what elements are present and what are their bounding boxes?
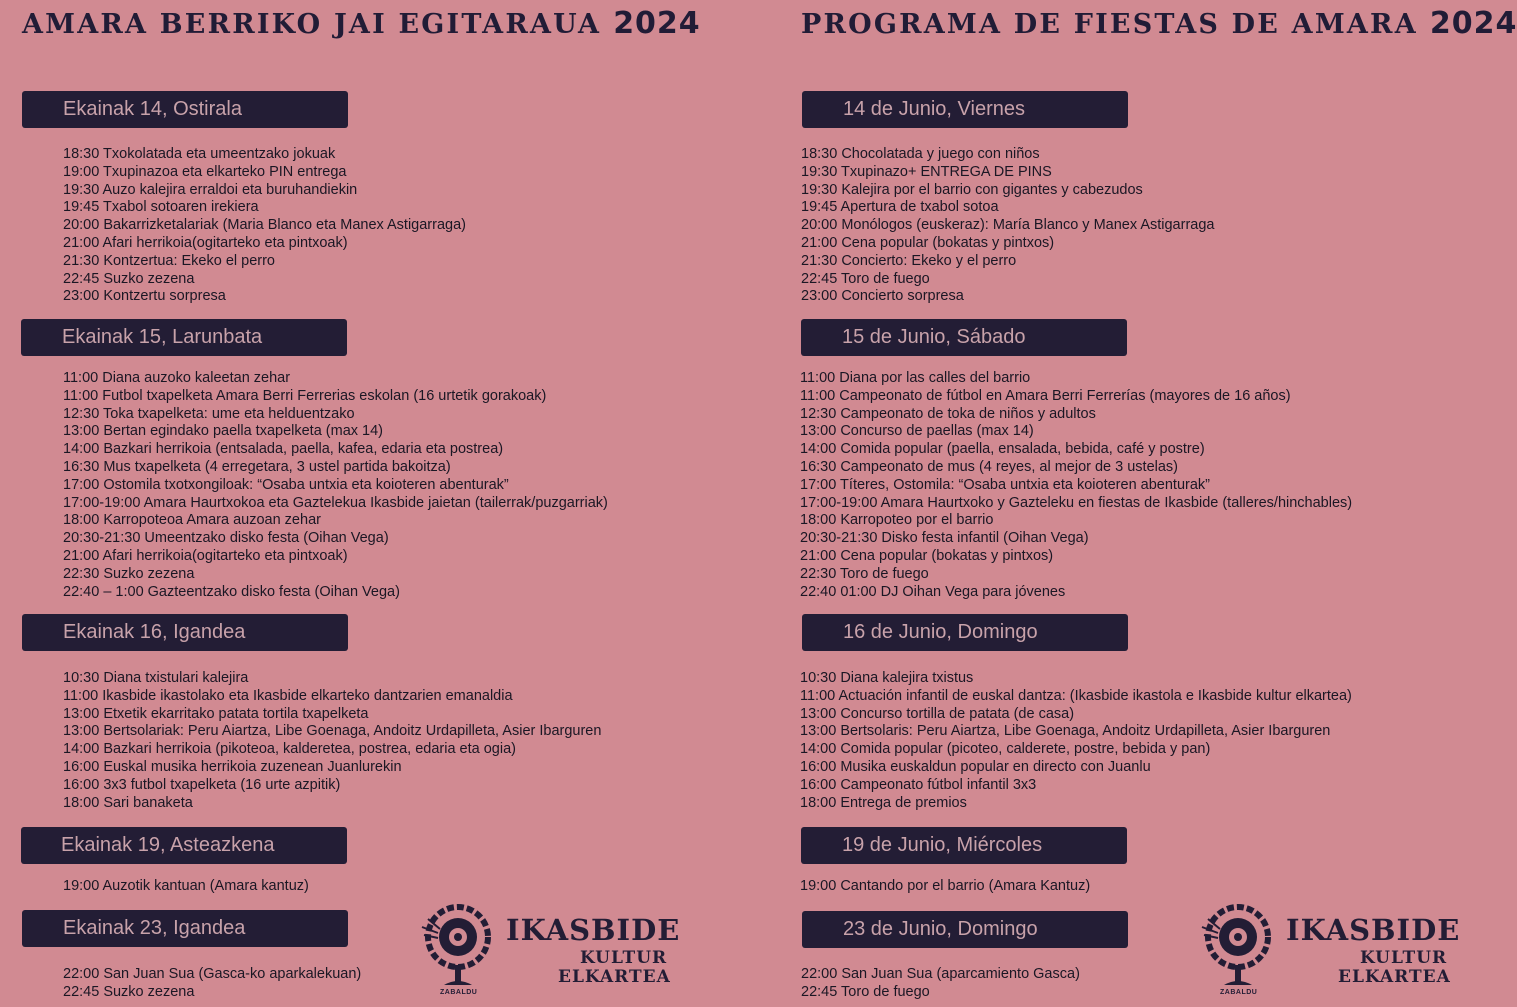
event-item: 12:30 Toka txapelketa: ume eta helduentzako	[63, 405, 355, 422]
event-item: 17:00-19:00 Amara Haurtxokoa eta Gaztelekua Ikasbide jaietan (tailerrak/puzgarriak)	[63, 494, 608, 511]
event-item: 17:00-19:00 Amara Haurtxoko y Gazteleku en fiestas de Ikasbide (talleres/hinchables)	[800, 494, 1353, 511]
event-item: 13:00 Concurso de paellas (max 14)	[800, 423, 1034, 440]
event-list	[63, 670, 601, 812]
program-year: 2024	[1429, 6, 1517, 41]
event-item: 19:00 Auzotik kantuan (Amara kantuz)	[63, 878, 309, 894]
event-item: 22:40 – 1:00 Gazteentzako disko festa (Oihan Vega)	[63, 583, 400, 600]
event-item: 19:45 Apertura de txabol sotoa	[801, 199, 999, 216]
logo-name-line2: KULTUR	[1360, 948, 1448, 968]
day-header: 23 de Junio, Domingo	[802, 911, 1128, 948]
day-header: 16 de Junio, Domingo	[802, 614, 1128, 651]
event-item: 21:30 Kontzertua: Ekeko el perro	[63, 252, 275, 269]
event-item: 20:30-21:30 Umeentzako disko festa (Oihan Vega)	[63, 530, 389, 547]
event-item: 18:00 Entrega de premios	[800, 794, 967, 811]
logo-name-line3: ELKARTEA	[558, 967, 671, 987]
fan-tree-emblem-icon	[420, 905, 495, 991]
event-item: 16:30 Mus txapelketa (4 erregetara, 3 ustel partida bakoitza)	[63, 458, 451, 475]
day-header: Ekainak 15, Larunbata	[21, 319, 347, 356]
event-item: 20:30-21:30 Disko festa infantil (Oihan Vega)	[800, 530, 1089, 547]
event-list	[63, 370, 608, 601]
event-item: 13:00 Concurso tortilla de patata (de casa)	[800, 705, 1075, 722]
event-list	[801, 146, 1214, 306]
event-item: 23:00 Kontzertu sorpresa	[63, 288, 226, 305]
event-item: 14:00 Comida popular (paella, ensalada, bebida, café y postre)	[800, 441, 1205, 458]
event-item: 23:00 Concierto sorpresa	[801, 288, 964, 305]
event-item: 13:00 Etxetik ekarritako patata tortila txapelketa	[63, 705, 369, 722]
event-item: 12:30 Campeonato de toka de niños y adultos	[800, 405, 1096, 422]
event-item: 14:00 Bazkari herrikoia (entsalada, paella, kafea, edaria eta postrea)	[63, 441, 504, 458]
fan-tree-emblem-icon	[1200, 905, 1275, 991]
event-item: 19:00 Txupinazoa eta elkarteko PIN entrega	[63, 163, 347, 180]
event-item: 16:00 Euskal musika herrikoia zuzenean Juanlurekin	[63, 758, 402, 775]
event-item: 18:00 Karropoteoa Amara auzoan zehar	[63, 512, 321, 529]
event-item: 20:00 Bakarrizketalariak (Maria Blanco eta Manex Astigarraga)	[63, 217, 466, 234]
event-item: 16:00 Musika euskaldun popular en directo con Juanlu	[800, 758, 1151, 775]
logo-name-line2: KULTUR	[580, 948, 668, 968]
event-item: 22:40 01:00 DJ Oihan Vega para jóvenes	[800, 583, 1066, 600]
event-item: 18:30 Txokolatada eta umeentzako jokuak	[63, 146, 336, 162]
event-item: 13:00 Bertsolariak: Peru Aiartza, Libe Goenaga, Andoitz Urdapilleta, Asier Ibarguren	[63, 723, 602, 740]
event-item: 18:00 Sari banaketa	[63, 794, 193, 811]
spanish-program-column	[780, 0, 1517, 1007]
event-list	[801, 966, 1080, 1002]
emblem-caption: ZABALDU	[440, 989, 478, 996]
event-item: 14:00 Bazkari herrikoia (pikoteoa, kalderetea, postrea, edaria eta ogia)	[63, 741, 516, 758]
event-item: 19:00 Cantando por el barrio (Amara Kantuz)	[800, 878, 1091, 894]
event-item: 10:30 Diana txistulari kalejira	[63, 670, 249, 686]
day-header: 19 de Junio, Miércoles	[801, 827, 1127, 864]
event-item: 21:00 Cena popular (bokatas y pintxos)	[800, 547, 1054, 564]
event-item: 19:30 Auzo kalejira erraldoi eta buruhandiekin	[63, 181, 358, 198]
event-list	[800, 878, 1090, 896]
day-header: Ekainak 14, Ostirala	[22, 91, 348, 128]
event-item: 21:30 Concierto: Ekeko y el perro	[801, 252, 1017, 269]
event-item: 18:00 Karropoteo por el barrio	[800, 512, 994, 529]
event-item: 11:00 Ikasbide ikastolako eta Ikasbide elkarteko dantzarien emanaldia	[63, 687, 513, 704]
day-header: 14 de Junio, Viernes	[802, 91, 1128, 128]
event-item: 22:45 Suzko zezena	[63, 983, 195, 1000]
program-title	[22, 6, 701, 41]
logo-name-line3: ELKARTEA	[1338, 967, 1451, 987]
event-item: 17:00 Títeres, Ostomila: “Osaba untxia eta koioteren abenturak”	[800, 476, 1210, 493]
event-item: 21:00 Afari herrikoia(ogitarteko eta pintxoak)	[63, 234, 348, 251]
event-item: 22:00 San Juan Sua (aparcamiento Gasca)	[801, 966, 1080, 982]
day-header: Ekainak 23, Igandea	[22, 910, 348, 947]
program-year: 2024	[613, 6, 701, 41]
event-item: 19:30 Kalejira por el barrio con gigantes y cabezudos	[801, 181, 1143, 198]
event-item: 18:30 Chocolatada y juego con niños	[801, 146, 1040, 162]
event-item: 11:00 Actuación infantil de euskal dantza: (Ikasbide ikastola e Ikasbide kultur elkartea)	[800, 687, 1352, 704]
event-item: 19:30 Txupinazo+ ENTREGA DE PINS	[801, 163, 1052, 180]
event-item: 10:30 Diana kalejira txistus	[800, 670, 974, 686]
logo-name-line1: IKASBIDE	[1286, 913, 1461, 947]
event-item: 21:00 Cena popular (bokatas y pintxos)	[801, 234, 1055, 251]
program-title-text: PROGRAMA DE FIESTAS DE AMARA	[801, 9, 1418, 40]
ikasbide-logo	[1200, 905, 1460, 1000]
event-item: 22:00 San Juan Sua (Gasca-ko aparkalekuan)	[63, 966, 362, 982]
event-item: 11:00 Futbol txapelketa Amara Berri Ferrerias eskolan (16 urtetik gorakoak)	[63, 387, 547, 404]
event-item: 21:00 Afari herrikoia(ogitarteko eta pintxoak)	[63, 547, 348, 564]
event-item: 16:00 3x3 futbol txapelketa (16 urte azpitik)	[63, 776, 341, 793]
event-item: 11:00 Campeonato de fútbol en Amara Berri Ferrerías (mayores de 16 años)	[800, 387, 1291, 404]
event-item: 11:00 Diana por las calles del barrio	[800, 370, 1031, 386]
event-list	[63, 146, 466, 306]
logo-name-line1: IKASBIDE	[506, 913, 681, 947]
program-title	[801, 6, 1517, 41]
day-header: Ekainak 16, Igandea	[22, 614, 348, 651]
event-list	[800, 670, 1352, 812]
day-header: Ekainak 19, Asteazkena	[21, 827, 347, 864]
event-item: 22:30 Toro de fuego	[800, 565, 929, 582]
event-item: 22:45 Toro de fuego	[801, 270, 930, 287]
event-list	[800, 370, 1352, 601]
event-item: 13:00 Bertsolaris: Peru Aiartza, Libe Goenaga, Andoitz Urdapilleta, Asier Ibarguren	[800, 723, 1331, 740]
emblem-caption: ZABALDU	[1220, 989, 1258, 996]
event-item: 22:45 Suzko zezena	[63, 270, 195, 287]
event-item: 20:00 Monólogos (euskeraz): María Blanco y Manex Astigarraga	[801, 217, 1215, 234]
event-item: 16:00 Campeonato fútbol infantil 3x3	[800, 776, 1037, 793]
ikasbide-logo	[420, 905, 680, 1000]
event-item: 22:45 Toro de fuego	[801, 983, 930, 1000]
event-list	[63, 878, 309, 896]
event-item: 14:00 Comida popular (picoteo, calderete, postre, bebida y pan)	[800, 741, 1211, 758]
event-list	[63, 966, 361, 1002]
day-header: 15 de Junio, Sábado	[801, 319, 1127, 356]
event-item: 22:30 Suzko zezena	[63, 565, 195, 582]
event-item: 19:45 Txabol sotoaren irekiera	[63, 199, 259, 216]
event-item: 16:30 Campeonato de mus (4 reyes, al mejor de 3 ustelas)	[800, 458, 1179, 475]
event-item: 11:00 Diana auzoko kaleetan zehar	[63, 370, 291, 386]
program-title-text: AMARA BERRIKO JAI EGITARAUA	[22, 9, 602, 40]
event-item: 17:00 Ostomila txotxongiloak: “Osaba untxia eta koioteren abenturak”	[63, 476, 509, 493]
basque-program-column	[0, 0, 700, 1007]
event-item: 13:00 Bertan egindako paella txapelketa (max 14)	[63, 423, 384, 440]
